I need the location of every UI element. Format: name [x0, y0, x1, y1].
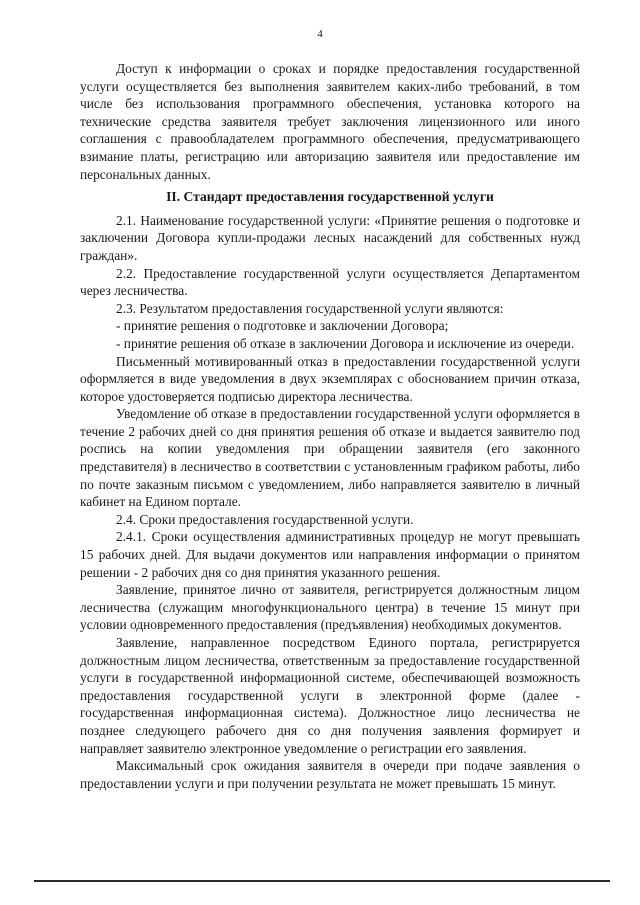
paragraph-2-4: 2.4. Сроки предоставления государственной услуги. — [116, 511, 414, 527]
document-body — [80, 60, 580, 792]
paragraph-access-info: Доступ к информации о сроках и порядке предоставления государственной услуги осуществляется без выполнения заявителем каких-либо требований, в том числе без использования программного обеспечения, установка которого на технические средства заявителя требует заключения лицензионного или иного соглашения с правообладателем программного обеспечения, предусматривающего взимание платы, регистрацию или авторизацию заявителя или предоставление им персональных данных. — [80, 61, 580, 182]
section-heading: II. Стандарт предоставления государственной услуги — [166, 189, 494, 205]
paragraph-portal-application: Заявление, направленное посредством Единого портала, регистрируется должностным лицом лесничества, ответственным за предоставление государственной услуги в государственной информационной системе, обеспечивающей возможность предоставления государственной услуги в электронной форме (далее - государственная информационная система). Должностное лицо лесничества не позднее следующего рабочего дня со дня получения заявления формирует и направляет заявителю электронное уведомление о регистрации его заявления. — [80, 635, 580, 756]
list-item-decision-refuse: - принятие решения об отказе в заключении Договора и исключение из очереди. — [116, 335, 575, 351]
bottom-rule — [34, 880, 610, 882]
paragraph-2-4-1: 2.4.1. Сроки осуществления административных процедур не могут превышать 15 рабочих дней. Для выдачи документов или направления информации о принятом решении - 2 рабочих дня со дня принятия указанного решения. — [80, 529, 580, 580]
paragraph-max-wait: Максимальный срок ожидания заявителя в очереди при подаче заявления о предоставлении услуги и при получении результата не может превышать 15 минут. — [80, 758, 580, 791]
paragraph-refusal-notice: Уведомление об отказе в предоставлении государственной услуги оформляется в течение 2 рабочих дней со дня принятия решения об отказе и выдается заявителю под роспись на копии уведомления при обращении заявителя (его законного представителя) в лесничество в соответствии с установленным графиком работы, либо по почте заказным письмом с уведомлением, либо направляется заявителю в личный кабинет на Едином портале. — [80, 406, 580, 510]
page-number: 4 — [317, 28, 323, 40]
paragraph-2-1: 2.1. Наименование государственной услуги: «Принятие решения о подготовке и заключении Договора купли-продажи лесных насаждений для собственных нужд граждан». — [80, 212, 580, 263]
list-item-decision-prepare: - принятие решения о подготовке и заключении Договора; — [116, 318, 449, 334]
paragraph-2-2: 2.2. Предоставление государственной услуги осуществляется Департаментом через лесничества. — [80, 265, 580, 299]
paragraph-personal-application: Заявление, принятое лично от заявителя, регистрируется должностным лицом лесничества (служащим многофункционального центра) в течение 15 минут при условии одновременного предоставления (предъявления) необходимых документов. — [80, 582, 580, 633]
paragraph-written-refusal: Письменный мотивированный отказ в предоставлении государственной услуги оформляется в виде уведомления в двух экземплярах с обоснованием причин отказа, которое удостоверяется подписью директора лесничества. — [80, 353, 580, 404]
paragraph-2-3: 2.3. Результатом предоставления государственной услуги являются: — [116, 300, 504, 316]
